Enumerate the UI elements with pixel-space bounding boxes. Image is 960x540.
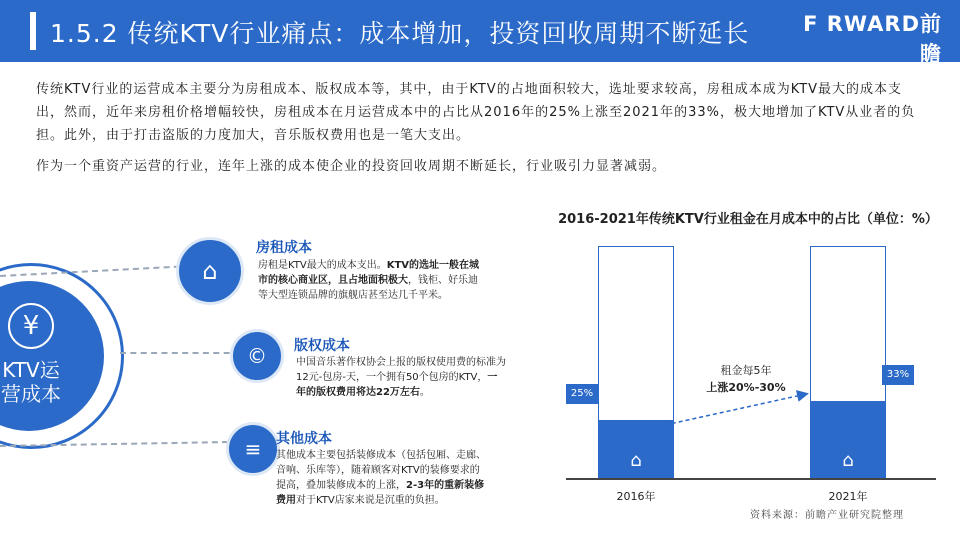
intro-paragraph-2: 作为一个重资产运营的行业，连年上涨的成本使企业的投资回收周期不断延长，行业吸引力显著减弱。 xyxy=(36,159,667,174)
category-desc-copyright: 中国音乐著作权协会上报的版权使用费的标准为12元-包房-天，一个拥有50个包房的KTV，一年的版权费用将达22万左右。 xyxy=(296,357,506,398)
center-label: KTV运营成本 xyxy=(1,358,61,406)
logo-wordmark: F RWARD前瞻 xyxy=(803,12,942,66)
source-note: 资料来源：前瞻产业研究院整理 xyxy=(750,510,904,521)
category-desc-other: 其他成本主要包括装修成本（包括包厢、走廊、音响、乐库等），随着顾客对KTV的装修要求的提高，叠加装修成本的上涨，2-3年的重新装修费用对于KTV店家来说是沉重的负担。 xyxy=(276,450,486,506)
house-yen-icon: ⌂ xyxy=(176,237,244,305)
copyright-shield-icon: © xyxy=(230,329,284,383)
yen-icon: ¥ xyxy=(8,303,54,349)
data-label-1: 33% xyxy=(882,365,914,385)
intro-paragraph-1: 传统KTV行业的运营成本主要分为房租成本、版权成本等，其中，由于KTV的占地面积较大，选址要求较高，房租成本成为KTV最大的成本支出，然而，近年来房租价格增幅较快，房租成本在月运营成本中的占比从2016年的25%上涨至2021年的33%，极大地增加了KTV从业者的负担。此外，由于打击盗版的力度加大，音乐版权费用也是一笔大支出。 xyxy=(36,82,916,143)
category-title-copyright: 版权成本 xyxy=(294,338,350,354)
category-desc-rent: 房租是KTV最大的成本支出。KTV的选址一般在城市的核心商业区，且占地面积极大，钱柜、好乐迪等大型连锁品牌的旗舰店甚至达几千平米。 xyxy=(258,260,480,301)
chart-title: 2016-2021年传统KTV行业租金在月成本中的占比（单位：%） xyxy=(558,212,938,227)
x-tick-label-0: 2016年 xyxy=(616,490,656,503)
category-title-other: 其他成本 xyxy=(276,431,332,447)
coins-icon: ≡ xyxy=(226,422,280,476)
category-title-rent: 房租成本 xyxy=(256,240,312,256)
chart-annotation: 租金每5年 上涨20%-30% xyxy=(706,364,786,394)
x-tick-label-1: 2021年 xyxy=(828,490,868,503)
data-label-0: 25% xyxy=(566,384,598,404)
page-title: 1.5.2 传统KTV行业痛点：成本增加，投资回收周期不断延长 xyxy=(50,19,750,48)
logo-slogan: 决策 · 投资一定要有前瞻的眼光 xyxy=(816,73,942,83)
house-icon: ⌂ xyxy=(630,450,642,471)
house-icon: ⌂ xyxy=(842,450,854,471)
